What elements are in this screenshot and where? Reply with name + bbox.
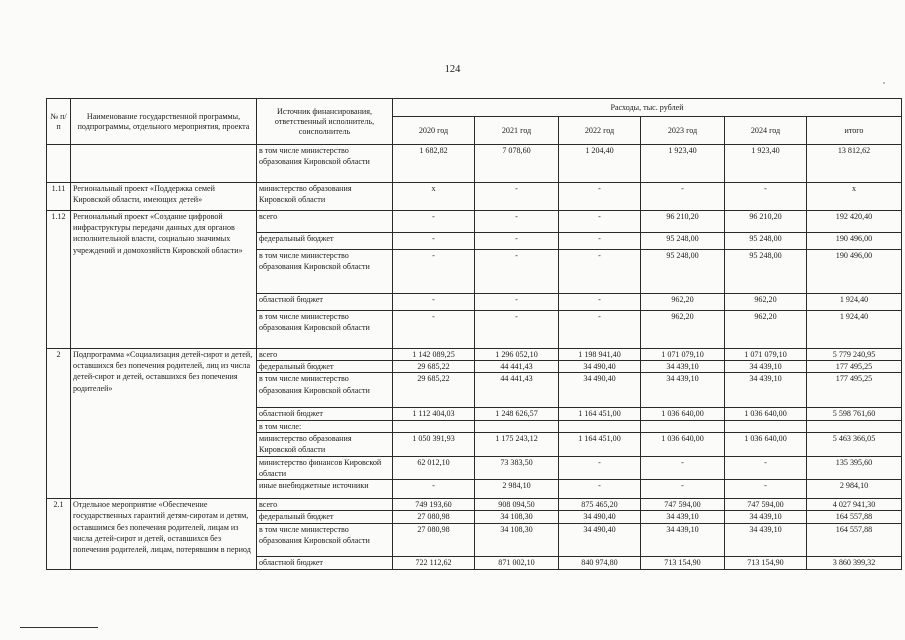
header-year: итого	[807, 117, 902, 145]
amount-cell: 5 779 240,95	[807, 349, 902, 361]
amount-cell: 29 685,22	[393, 361, 475, 373]
amount-cell: 747 594,00	[725, 499, 807, 511]
amount-cell: 2 984,10	[475, 480, 559, 499]
amount-cell: -	[559, 480, 641, 499]
amount-cell: -	[393, 480, 475, 499]
amount-cell: -	[641, 480, 725, 499]
item-name: Отдельное мероприятие «Обеспечение государственных гарантий детям-сиротам и детям, оставшимся без попечения родителей, лицам из числа детей-сирот и детей, оставшихся без попечения родителей, лицам, потерявшим в период	[71, 499, 257, 569]
amount-cell: 962,20	[725, 311, 807, 349]
amount-cell: 749 193,60	[393, 499, 475, 511]
amount-cell: -	[393, 233, 475, 250]
amount-cell: 34 439,10	[725, 361, 807, 373]
funding-source: в том числе министерство образования Кировской области	[257, 523, 393, 556]
amount-cell: 1 050 391,93	[393, 432, 475, 456]
funding-source: в том числе министерство образования Кировской области	[257, 250, 393, 294]
funding-source: министерство финансов Кировской области	[257, 456, 393, 479]
amount-cell: 1 248 626,57	[475, 408, 559, 420]
amount-cell: -	[559, 311, 641, 349]
amount-cell: 722 112,62	[393, 556, 475, 569]
amount-cell: 2 984,10	[807, 480, 902, 499]
amount-cell: -	[559, 294, 641, 311]
funding-source: иные внебюджетные источники	[257, 480, 393, 499]
amount-cell: 95 248,00	[641, 233, 725, 250]
amount-cell: 95 248,00	[725, 233, 807, 250]
scan-speck	[883, 82, 885, 84]
amount-cell: 192 420,40	[807, 211, 902, 233]
amount-cell: 190 496,00	[807, 250, 902, 294]
amount-cell: 1 036 640,00	[725, 408, 807, 420]
amount-cell: -	[725, 480, 807, 499]
amount-cell: 190 496,00	[807, 233, 902, 250]
amount-cell: -	[393, 311, 475, 349]
amount-cell: 871 002,10	[475, 556, 559, 569]
amount-cell: -	[393, 250, 475, 294]
amount-cell: 96 210,20	[641, 211, 725, 233]
amount-cell	[725, 420, 807, 432]
amount-cell: 5 598 761,60	[807, 408, 902, 420]
amount-cell: 962,20	[641, 311, 725, 349]
amount-cell: 3 860 399,32	[807, 556, 902, 569]
amount-cell: 34 439,10	[725, 373, 807, 408]
amount-cell: 1 071 079,10	[641, 349, 725, 361]
funding-source: федеральный бюджет	[257, 361, 393, 373]
funding-source: всего	[257, 211, 393, 233]
funding-source: в том числе:	[257, 420, 393, 432]
amount-cell: 34 490,40	[559, 523, 641, 556]
amount-cell: 34 490,40	[559, 373, 641, 408]
amount-cell	[559, 420, 641, 432]
amount-cell: -	[641, 456, 725, 479]
amount-cell: 34 108,30	[475, 523, 559, 556]
table-row	[47, 349, 902, 361]
header-num: № п/п	[47, 99, 71, 145]
amount-cell: -	[475, 250, 559, 294]
amount-cell: 135 395,60	[807, 456, 902, 479]
amount-cell: 95 248,00	[725, 250, 807, 294]
header-year: 2023 год	[641, 117, 725, 145]
amount-cell: 34 439,10	[641, 511, 725, 523]
amount-cell: -	[393, 294, 475, 311]
funding-source: министерство образования Кировской области	[257, 432, 393, 456]
amount-cell: 29 685,22	[393, 373, 475, 408]
header-source: Источник финансирования, ответственный исполнитель, соисполнитель	[257, 99, 393, 145]
amount-cell: 44 441,43	[475, 373, 559, 408]
row-number: 2	[47, 349, 71, 499]
item-name: Подпрограмма «Социализация детей-сирот и детей, оставшихся без попечения родителей, лиц из числа детей-сирот и детей, оставшихся без попечения родителей»	[71, 349, 257, 499]
amount-cell: -	[475, 183, 559, 211]
amount-cell: 4 027 941,30	[807, 499, 902, 511]
amount-cell: 96 210,20	[725, 211, 807, 233]
amount-cell: 34 439,10	[641, 361, 725, 373]
amount-cell: 962,20	[725, 294, 807, 311]
amount-cell: 1 924,40	[807, 311, 902, 349]
amount-cell: -	[475, 311, 559, 349]
amount-cell: 1 296 052,10	[475, 349, 559, 361]
amount-cell	[641, 420, 725, 432]
amount-cell: 1 164 451,00	[559, 432, 641, 456]
table-row	[47, 211, 902, 233]
amount-cell: 5 463 366,05	[807, 432, 902, 456]
amount-cell: -	[475, 211, 559, 233]
header-year: 2020 год	[393, 117, 475, 145]
amount-cell: 34 439,10	[641, 373, 725, 408]
amount-cell: 1 923,40	[725, 145, 807, 183]
amount-cell: 1 175 243,12	[475, 432, 559, 456]
amount-cell: 164 557,88	[807, 511, 902, 523]
amount-cell: 1 204,40	[559, 145, 641, 183]
amount-cell: -	[725, 183, 807, 211]
amount-cell: 62 012,10	[393, 456, 475, 479]
amount-cell: 1 142 089,25	[393, 349, 475, 361]
amount-cell: 747 594,00	[641, 499, 725, 511]
item-name: Региональный проект «Создание цифровой инфраструктуры передачи данных для органов исполнительной власти, социально значимых учреждений и домохозяйств Кировской области»	[71, 211, 257, 349]
amount-cell: 7 078,60	[475, 145, 559, 183]
funding-source: областной бюджет	[257, 294, 393, 311]
amount-cell: 840 974,80	[559, 556, 641, 569]
footnote-separator	[20, 627, 98, 628]
amount-cell: -	[559, 233, 641, 250]
amount-cell: 908 094,50	[475, 499, 559, 511]
amount-cell: 27 080,98	[393, 511, 475, 523]
funding-source: в том числе министерство образования Кировской области	[257, 145, 393, 183]
amount-cell: 34 439,10	[641, 523, 725, 556]
amount-cell: 13 812,62	[807, 145, 902, 183]
header-expenses: Расходы, тыс. рублей	[393, 99, 902, 117]
amount-cell: 27 080,98	[393, 523, 475, 556]
amount-cell	[475, 420, 559, 432]
funding-source: областной бюджет	[257, 408, 393, 420]
amount-cell: -	[475, 233, 559, 250]
amount-cell: х	[807, 183, 902, 211]
amount-cell: 1 923,40	[641, 145, 725, 183]
header-year: 2024 год	[725, 117, 807, 145]
amount-cell: 962,20	[641, 294, 725, 311]
amount-cell: 1 164 451,00	[559, 408, 641, 420]
row-number: 2.1	[47, 499, 71, 569]
amount-cell: 1 036 640,00	[641, 408, 725, 420]
amount-cell: 713 154,90	[641, 556, 725, 569]
amount-cell: -	[559, 211, 641, 233]
amount-cell	[807, 420, 902, 432]
amount-cell: -	[725, 456, 807, 479]
funding-source: областной бюджет	[257, 556, 393, 569]
amount-cell: 1 036 640,00	[641, 432, 725, 456]
amount-cell: 1 071 079,10	[725, 349, 807, 361]
item-name	[71, 145, 257, 183]
amount-cell: 1 112 404,03	[393, 408, 475, 420]
row-number	[47, 145, 71, 183]
row-number: 1.11	[47, 183, 71, 211]
amount-cell: -	[559, 250, 641, 294]
amount-cell: 34 108,30	[475, 511, 559, 523]
table-row	[47, 145, 902, 183]
page-number: 124	[444, 64, 461, 75]
funding-source: в том числе министерство образования Кировской области	[257, 311, 393, 349]
amount-cell: 34 439,10	[725, 511, 807, 523]
amount-cell: 164 557,88	[807, 523, 902, 556]
amount-cell: 73 383,50	[475, 456, 559, 479]
amount-cell: 1 924,40	[807, 294, 902, 311]
funding-source: всего	[257, 499, 393, 511]
funding-source: в том числе министерство образования Кировской области	[257, 373, 393, 408]
amount-cell: 1 198 941,40	[559, 349, 641, 361]
header-name: Наименование государственной программы, подпрограммы, отдельного мероприятия, проекта	[71, 99, 257, 145]
amount-cell: -	[393, 211, 475, 233]
item-name: Региональный проект «Поддержка семей Кировской области, имеющих детей»	[71, 183, 257, 211]
funding-source: министерство образования Кировской области	[257, 183, 393, 211]
funding-source: всего	[257, 349, 393, 361]
amount-cell: 95 248,00	[641, 250, 725, 294]
amount-cell: 713 154,90	[725, 556, 807, 569]
table-row	[47, 499, 902, 511]
funding-source: федеральный бюджет	[257, 233, 393, 250]
amount-cell: -	[641, 183, 725, 211]
row-number: 1.12	[47, 211, 71, 349]
amount-cell: -	[559, 456, 641, 479]
amount-cell: -	[475, 294, 559, 311]
amount-cell: 1 036 640,00	[725, 432, 807, 456]
amount-cell: 44 441,43	[475, 361, 559, 373]
amount-cell: 34 490,40	[559, 361, 641, 373]
header-year: 2022 год	[559, 117, 641, 145]
amount-cell: 34 490,40	[559, 511, 641, 523]
amount-cell: 1 682,82	[393, 145, 475, 183]
expenses-table	[46, 98, 902, 570]
amount-cell: -	[559, 183, 641, 211]
amount-cell: 875 465,20	[559, 499, 641, 511]
amount-cell	[393, 420, 475, 432]
amount-cell: х	[393, 183, 475, 211]
amount-cell: 177 495,25	[807, 373, 902, 408]
funding-source: федеральный бюджет	[257, 511, 393, 523]
amount-cell: 34 439,10	[725, 523, 807, 556]
amount-cell: 177 495,25	[807, 361, 902, 373]
table-row	[47, 183, 902, 211]
header-year: 2021 год	[475, 117, 559, 145]
